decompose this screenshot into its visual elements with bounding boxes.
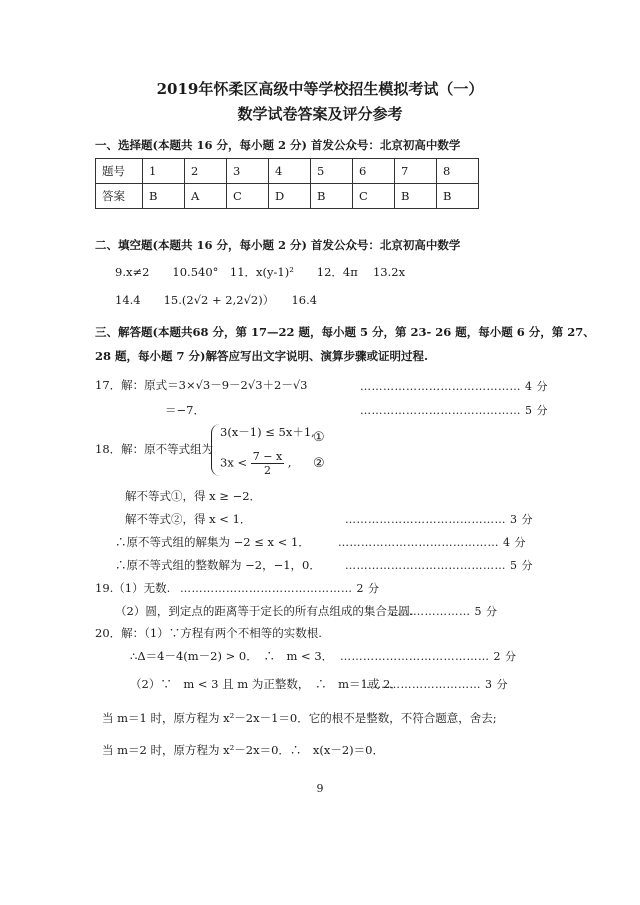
- answer-cell: D: [269, 184, 311, 209]
- answer-cell: C: [353, 184, 395, 209]
- question-number: 1: [143, 159, 185, 184]
- question-number: 8: [437, 159, 479, 184]
- page-title: 2019年怀柔区高级中等学校招生模拟考试（一）: [156, 80, 484, 98]
- q17-line2: ＝−7．: [165, 403, 205, 417]
- q18-intro: 18．解：原不等式组为: [95, 442, 214, 456]
- fraction-numerator: 7 − x: [252, 450, 283, 463]
- q18-inequality2: 3x < $\frac{7 - x}{2}$ ,: [220, 450, 292, 477]
- section2-heading: 二、填空题(本题共 16 分，每小题 2 分) 首发公众号：北京初高中数学: [95, 238, 461, 252]
- q20-line4: 当 m＝1 时，原方程为 x²－2x－1＝0．它的根不是整数，不符合题意，舍去;: [102, 711, 497, 725]
- answer-table: [95, 158, 479, 209]
- section3-heading-line2: 28 题，每小题 7 分)解答应写出文字说明、演算步骤或证明过程.: [95, 349, 428, 363]
- question-number: 2: [185, 159, 227, 184]
- answer-cell: B: [437, 184, 479, 209]
- q17-line1: 17．解：原式＝3×√3－9－2√3＋2－√3: [95, 378, 308, 392]
- fill-in-answers-line2: 14.4 15.(2√2 + 2,2√2)） 16.4: [115, 293, 318, 307]
- q19-score1: ……………………………………… 2 分: [180, 582, 380, 595]
- q19-line1: 19.（1）无数.: [95, 581, 171, 595]
- question-number: 7: [395, 159, 437, 184]
- marker-circled-1: ①: [313, 430, 325, 445]
- q20-line5: 当 m＝2 时，原方程为 x²－2x＝0．∴ x(x－2)＝0．: [102, 743, 384, 757]
- q18-score4: …………………………………… 5 分: [345, 559, 533, 572]
- fill-in-answers-line1: 9.x≠2 10.540° 11．x(y-1)² 12．4π 13.2x: [115, 265, 406, 279]
- question-number: 5: [311, 159, 353, 184]
- q18-score3: …………………………………… 4 分: [338, 536, 526, 549]
- table-row: [96, 184, 479, 209]
- fraction-denominator: 2: [263, 464, 271, 477]
- q18-step4: ∴原不等式组的整数解为 −2，−1，0．: [115, 558, 321, 572]
- q18-step2: 解不等式②，得 x < 1．: [125, 512, 252, 526]
- answer-cell: B: [395, 184, 437, 209]
- section3-heading-line1: 三、解答题(本题共68 分，第 17—22 题，每小题 5 分，第 23- 26 题，每小题 6 分，第 27、: [95, 325, 595, 339]
- q18-step3: ∴原不等式组的解集为 −2 ≤ x < 1．: [115, 535, 310, 549]
- q19-score2: ………………… 5 分: [390, 605, 498, 618]
- question-number: 3: [227, 159, 269, 184]
- q20-line3: （2）∵ m < 3 且 m 为正整数， ∴ m＝1或 2．: [130, 677, 402, 691]
- page-subtitle: 数学试卷答案及评分参考: [237, 105, 403, 123]
- section1-heading: 一、选择题(本题共 16 分，每小题 2 分) 首发公众号：北京初高中数学: [95, 138, 461, 152]
- answer-cell: C: [227, 184, 269, 209]
- q19-line2: （2）圆，到定点的距离等于定长的所有点组成的集合是圆.: [115, 604, 414, 618]
- q18-inequality1: 3(x－1) ≤ 5x＋1,: [220, 425, 315, 439]
- q17-score1: …………………………………… 4 分: [360, 380, 548, 393]
- question-number: 6: [353, 159, 395, 184]
- q18-inequality2-left: 3x <: [220, 455, 248, 470]
- q20-score2: ………………………………… 2 分: [340, 650, 517, 663]
- q17-score2: …………………………………… 5 分: [360, 404, 548, 417]
- q20-line2: ∴Δ＝4－4(m－2) > 0． ∴ m < 3．: [130, 649, 334, 663]
- row-label-answer: 答案: [96, 184, 143, 209]
- row-label-number: 题号: [96, 159, 143, 184]
- answer-cell: A: [185, 184, 227, 209]
- q20-line1: 20．解：（1）∵方程有两个不相等的实数根.: [95, 626, 322, 640]
- q18-step1: 解不等式①，得 x ≥ −2．: [125, 489, 262, 503]
- question-number: 4: [269, 159, 311, 184]
- marker-circled-2: ②: [313, 456, 325, 471]
- q20-score3: ………………………… 3 分: [366, 678, 508, 691]
- page-number: 9: [316, 782, 324, 795]
- table-row: [96, 159, 479, 184]
- fraction: [251, 450, 284, 477]
- q18-score2: …………………………………… 3 分: [345, 513, 533, 526]
- system-brace: [211, 424, 220, 476]
- answer-cell: B: [311, 184, 353, 209]
- answer-cell: B: [143, 184, 185, 209]
